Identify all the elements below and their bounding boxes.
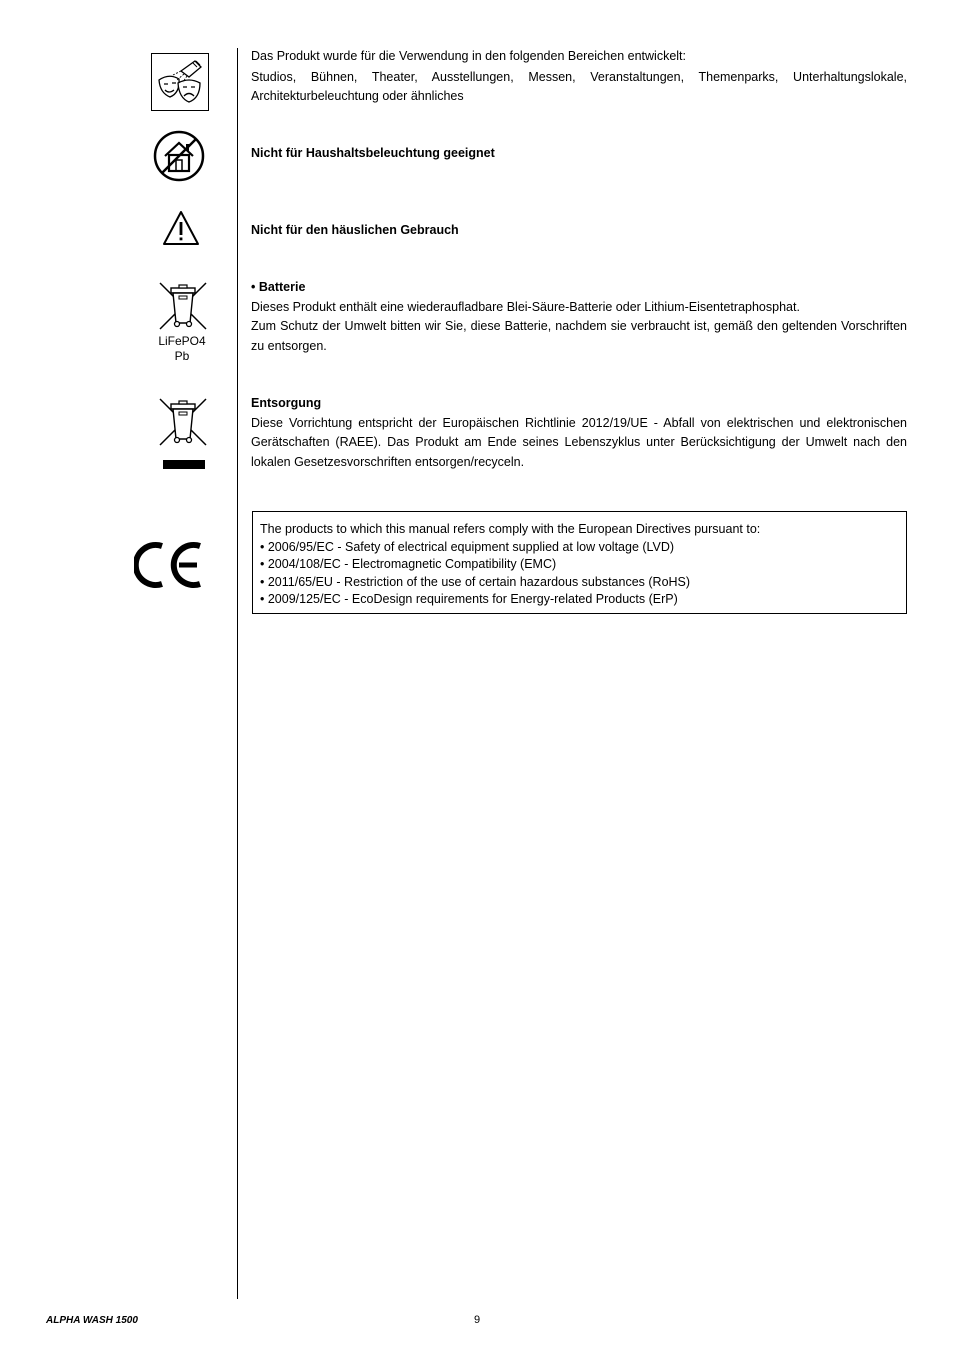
battery-line2: Zum Schutz der Umwelt bitten wir Sie, diese Batterie, nachdem sie verbraucht ist, gemäß den geltenden Vorschriften zu entsorgen.: [251, 319, 907, 353]
usage-areas-line2: Architekturbeleuchtung oder ähnliches: [251, 89, 464, 103]
disposal-body: Diese Vorrichtung entspricht der Europäischen Richtlinie 2012/19/UE - Abfall von elektrischen und elektronischen Gerätschaften (RAEE). Das Produkt am Ende seines Lebenszyklus unter Berücksichtigung der Umwelt nach den lokalen Gesetzesvorschriften entsorgen/recyceln.: [251, 415, 907, 469]
crossed-bin-battery-icon: [157, 280, 209, 332]
usage-areas-line1: Studios, Bühnen, Theater, Ausstellungen, Messen, Veranstaltungen, Themenparks, Unterhaltungslokale,: [251, 69, 907, 84]
directive-item: • 2006/95/EC - Safety of electrical equipment supplied at low voltage (LVD): [260, 539, 675, 554]
domestic-use-heading: Nicht für den häuslichen Gebrauch: [251, 223, 459, 237]
disposal-heading: Entsorgung: [251, 396, 322, 410]
footer-product-name: ALPHA WASH 1500: [46, 1315, 138, 1326]
compliance-intro: The products to which this manual refers comply with the European Directives pursuant to:: [260, 522, 761, 536]
column-divider: [237, 48, 238, 1299]
disposal-section: [251, 394, 907, 472]
theater-masks-icon: [151, 53, 209, 111]
battery-section: [251, 278, 907, 356]
usage-intro: Das Produkt wurde für die Verwendung in den folgenden Bereichen entwickelt:: [251, 49, 686, 63]
directive-item: • 2004/108/EC - Electromagnetic Compatibility (EMC): [260, 557, 557, 571]
warning-icon: [162, 210, 200, 246]
household-lighting-heading: Nicht für Haushaltsbeleuchtung geeignet: [251, 146, 495, 160]
directive-item: • 2009/125/EC - EcoDesign requirements for Energy-related Products (ErP): [260, 592, 678, 606]
no-household-icon: [153, 130, 205, 182]
directive-item: • 2011/65/EU - Restriction of the use of certain hazardous substances (RoHS): [260, 574, 691, 589]
battery-icon-label-pb: Pb: [174, 349, 190, 363]
crossed-bin-weee-icon: [157, 396, 209, 471]
battery-heading: • Batterie: [251, 280, 306, 294]
battery-line1: Dieses Produkt enthält eine wiederaufladbare Blei-Säure-Batterie oder Lithium-Eisentetraphosphat.: [251, 299, 800, 314]
usage-section: [251, 47, 907, 107]
battery-icon-label-lifepo4: LiFePO4: [158, 334, 206, 348]
footer-page-number: 9: [473, 1314, 481, 1326]
ce-mark-icon: [134, 538, 204, 592]
compliance-box: [252, 511, 907, 614]
